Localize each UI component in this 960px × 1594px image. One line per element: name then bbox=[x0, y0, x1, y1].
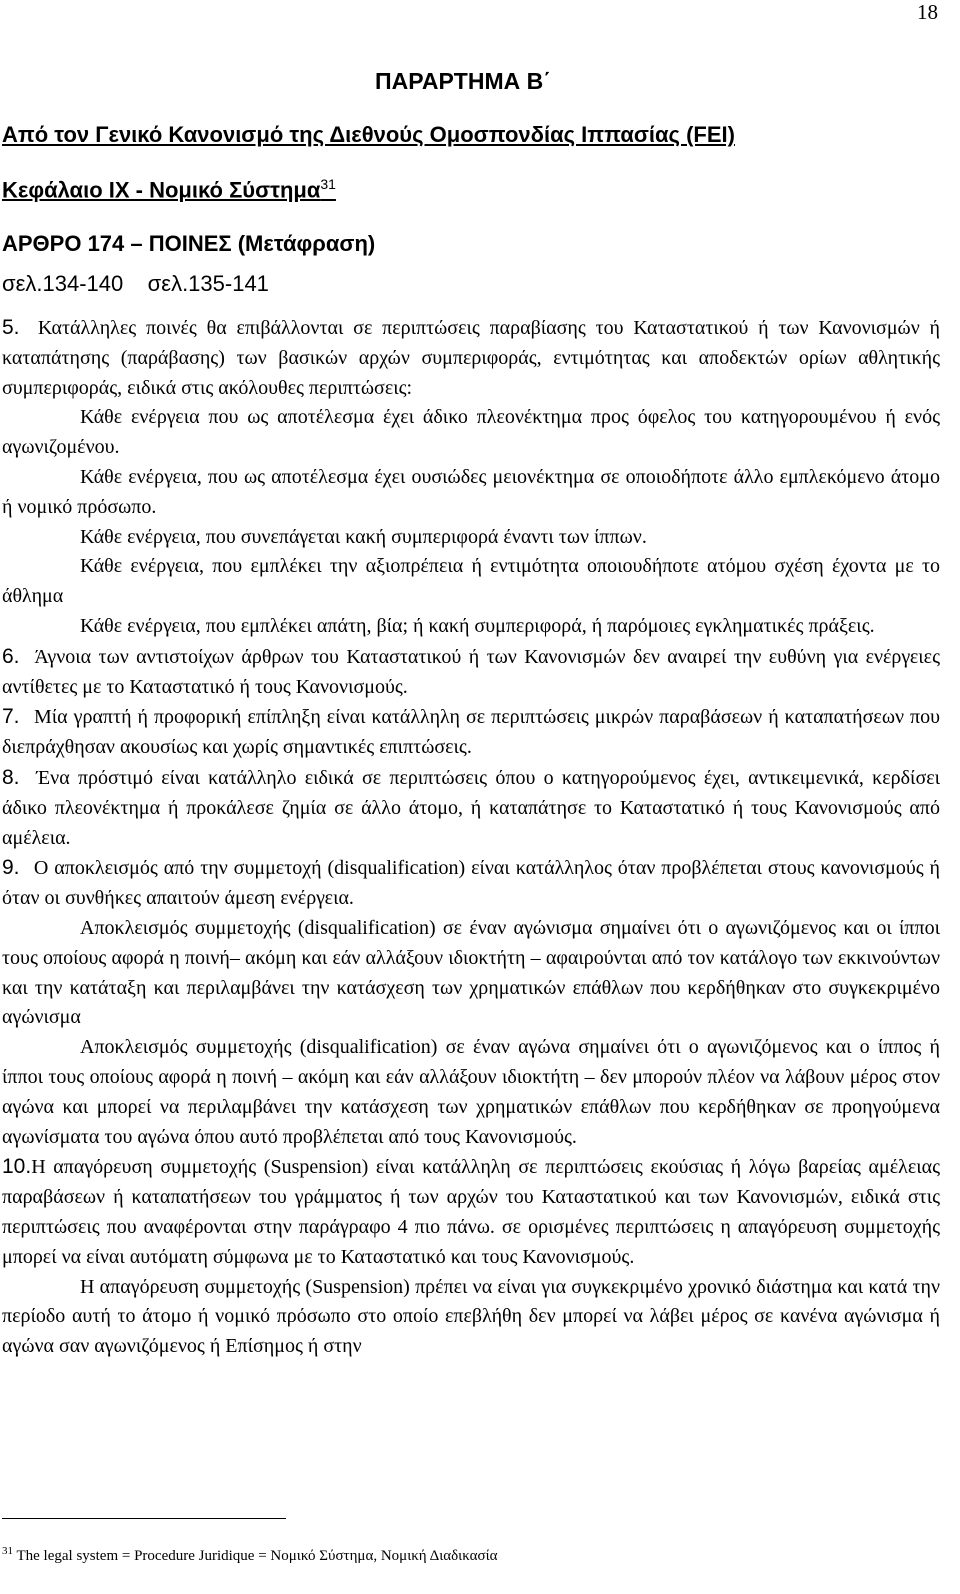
article-heading: ΑΡΘΡΟ 174 – ΠΟΙΝΕΣ (Μετάφραση) bbox=[2, 231, 376, 256]
paragraph-number: 10. bbox=[2, 1155, 32, 1179]
paragraph-10a: Η απαγόρευση συμμετοχής (Suspension) πρέπει να είναι για συγκεκριμένο χρονικό διάστημα και κατά την περίοδο αυτή το άτομο ή νομικό πρόσωπο στο οποίο επεβλήθη δεν μπορεί να λάβει μέρος σε κανένα αγώνισμα ή αγώνα σαν αγωνιζόμενος ή Επίσημος ή στην bbox=[2, 1275, 940, 1358]
paragraph-5b: Κάθε ενέργεια, που ως αποτέλεσμα έχει ουσιώδες μειονέκτημα σε οποιοδήποτε άλλο εμπλεκόμενο άτομο ή νομικό πρόσωπο. bbox=[2, 465, 940, 518]
page-number: 18 bbox=[917, 0, 938, 24]
article-body bbox=[2, 313, 940, 1362]
footnote-text: The legal system = Procedure Juridique = Νομικό Σύστημα, Νομική Διαδικασία bbox=[16, 1548, 498, 1564]
paragraph-text: Η απαγόρευση συμμετοχής (Suspension) είναι κατάλληλη σε περιπτώσεις εκούσιας ή λόγω βαρείας αμέλειας παραβάσεων ή καταπατήσεων του γράμματος ή των αρχών του Καταστατικού και των Κανονισμών, ειδικά στις περιπτώσεις που αναφέρονται στην παράγραφο 4 πιο πάνω. σε ορισμένες περιπτώσεις η απαγόρευση συμμετοχής μπορεί να είναι αυτόματη σύμφωνα με το Καταστατικό και τους Κανονισμούς. bbox=[2, 1156, 940, 1268]
paragraph-5a: Κάθε ενέργεια που ως αποτέλεσμα έχει άδικο πλεονέκτημα προς όφελος του κατηγορουμένου ή ενός αγωνιζομένου. bbox=[2, 406, 940, 459]
paragraph-6 bbox=[2, 642, 940, 703]
paragraph-number: 5. bbox=[2, 316, 20, 339]
paragraph-5 bbox=[2, 313, 940, 403]
footnote-mark: 31 bbox=[2, 1545, 13, 1557]
paragraph-number: 9. bbox=[2, 856, 20, 880]
footnote bbox=[2, 1545, 497, 1565]
paragraph-5d: Κάθε ενέργεια, που εμπλέκει την αξιοπρέπεια ή εντιμότητα οποιουδήποτε ατόμου σχέση έχοντα με το άθλημα bbox=[2, 555, 940, 608]
paragraph-text: Κατάλληλες ποινές θα επιβάλλονται σε περιπτώσεις παραβίασης του Καταστατικού ή των Κανονισμών ή καταπάτησης (παράβασης) των βασικών αρχών συμπεριφοράς, εντιμότητας και αποδεκτών ορίων αθλητικής συμπεριφοράς, ειδικά στις ακόλουθες περιπτώσεις: bbox=[2, 317, 941, 399]
paragraph-5e: Κάθε ενέργεια, που εμπλέκει απάτη, βία; ή κακή συμπεριφορά, ή παρόμοιες εγκληματικές πράξεις. bbox=[80, 614, 875, 637]
paragraph-9a: Αποκλεισμός συμμετοχής (disqualification) σε έναν αγώνισμα σημαίνει ότι ο αγωνιζόμενος και οι ίπποι τους οποίους αφορά η ποινή– ακόμη και εάν αλλάξουν ιδιοκτήτη – αφαιρούνται από τον κατάλογο των εκκινούντων και την κατάταξη και περιλαμβάνει την κατάσχεση των χρηματικών επάθλων που κερδήθηκαν στο συγκεκριμένο αγώνισμα bbox=[2, 916, 940, 1029]
paragraph-number: 6. bbox=[2, 644, 20, 668]
paragraph-8 bbox=[2, 763, 940, 853]
paragraph-number: 8. bbox=[2, 765, 20, 789]
paragraph-text: Ένα πρόστιμό είναι κατάλληλο ειδικά σε περιπτώσεις όπου ο κατηγορούμενος έχει, αντικειμενικά, κερδίσει άδικο πλεονέκτημα ή προκάλεσε ζημία σε άλλο άτομο, ή καταπάτησε το Καταστατικό ή τους Κανονισμούς από αμέλεια. bbox=[2, 766, 940, 849]
pages-reference: σελ.134-140 σελ.135-141 bbox=[2, 271, 269, 296]
page-title: ΠΑΡΑΡΤΗΜΑ Β΄ bbox=[375, 68, 551, 94]
paragraph-9b: Αποκλεισμός συμμετοχής (disqualification) σε έναν αγώνα σημαίνει ότι ο αγωνιζόμενος και ο ίππος ή ίπποι τους οποίους αφορά η ποινή – ακόμη και εάν αλλάξουν ιδιοκτήτη – δεν μπορούν πλέον να λάβουν μέρος στον αγώνα και μπορεί να περιλαμβάνει την κατάσχεση των χρηματικών επάθλων που κερδήθηκαν σε προηγούμενα αγωνίσματα του αγώνα όπου αυτό προβλέπεται από τους Κανονισμούς. bbox=[2, 1036, 940, 1148]
paragraph-5c: Κάθε ενέργεια, που συνεπάγεται κακή συμπεριφορά έναντι των ίππων. bbox=[80, 525, 647, 548]
chapter-heading-text: Κεφάλαιο ΙΧ - Νομικό Σύστημα bbox=[2, 177, 321, 203]
paragraph-7 bbox=[2, 702, 940, 763]
paragraph-text: Μία γραπτή ή προφορική επίπληξη είναι κατάλληλη σε περιπτώσεις μικρών παραβάσεων ή καταπατήσεων που διεπράχθησαν ακουσίως και χωρίς σημαντικές επιπτώσεις. bbox=[2, 706, 941, 759]
paragraph-9 bbox=[2, 853, 940, 914]
paragraph-number: 7. bbox=[2, 705, 20, 729]
footnote-ref: 31 bbox=[320, 176, 336, 192]
chapter-heading bbox=[2, 176, 336, 203]
paragraph-text: Άγνοια των αντιστοίχων άρθρων του Καταστατικού ή των Κανονισμών δεν αναιρεί την ευθύνη για ενέργειες αντίθετες με το Καταστατικό ή τους Κανονισμούς. bbox=[2, 645, 940, 698]
paragraph-10 bbox=[2, 1152, 940, 1272]
source-heading: Από τον Γενικό Κανονισμό της Διεθνούς Ομοσπονδίας Ιππασίας (FEI) bbox=[2, 122, 735, 147]
footnote-divider bbox=[2, 1518, 286, 1519]
paragraph-text: Ο αποκλεισμός από την συμμετοχή (disqualification) είναι κατάλληλος όταν προβλέπεται στους κανονισμούς ή όταν οι συνθήκες απαιτούν άμεση ενέργεια. bbox=[2, 857, 941, 910]
